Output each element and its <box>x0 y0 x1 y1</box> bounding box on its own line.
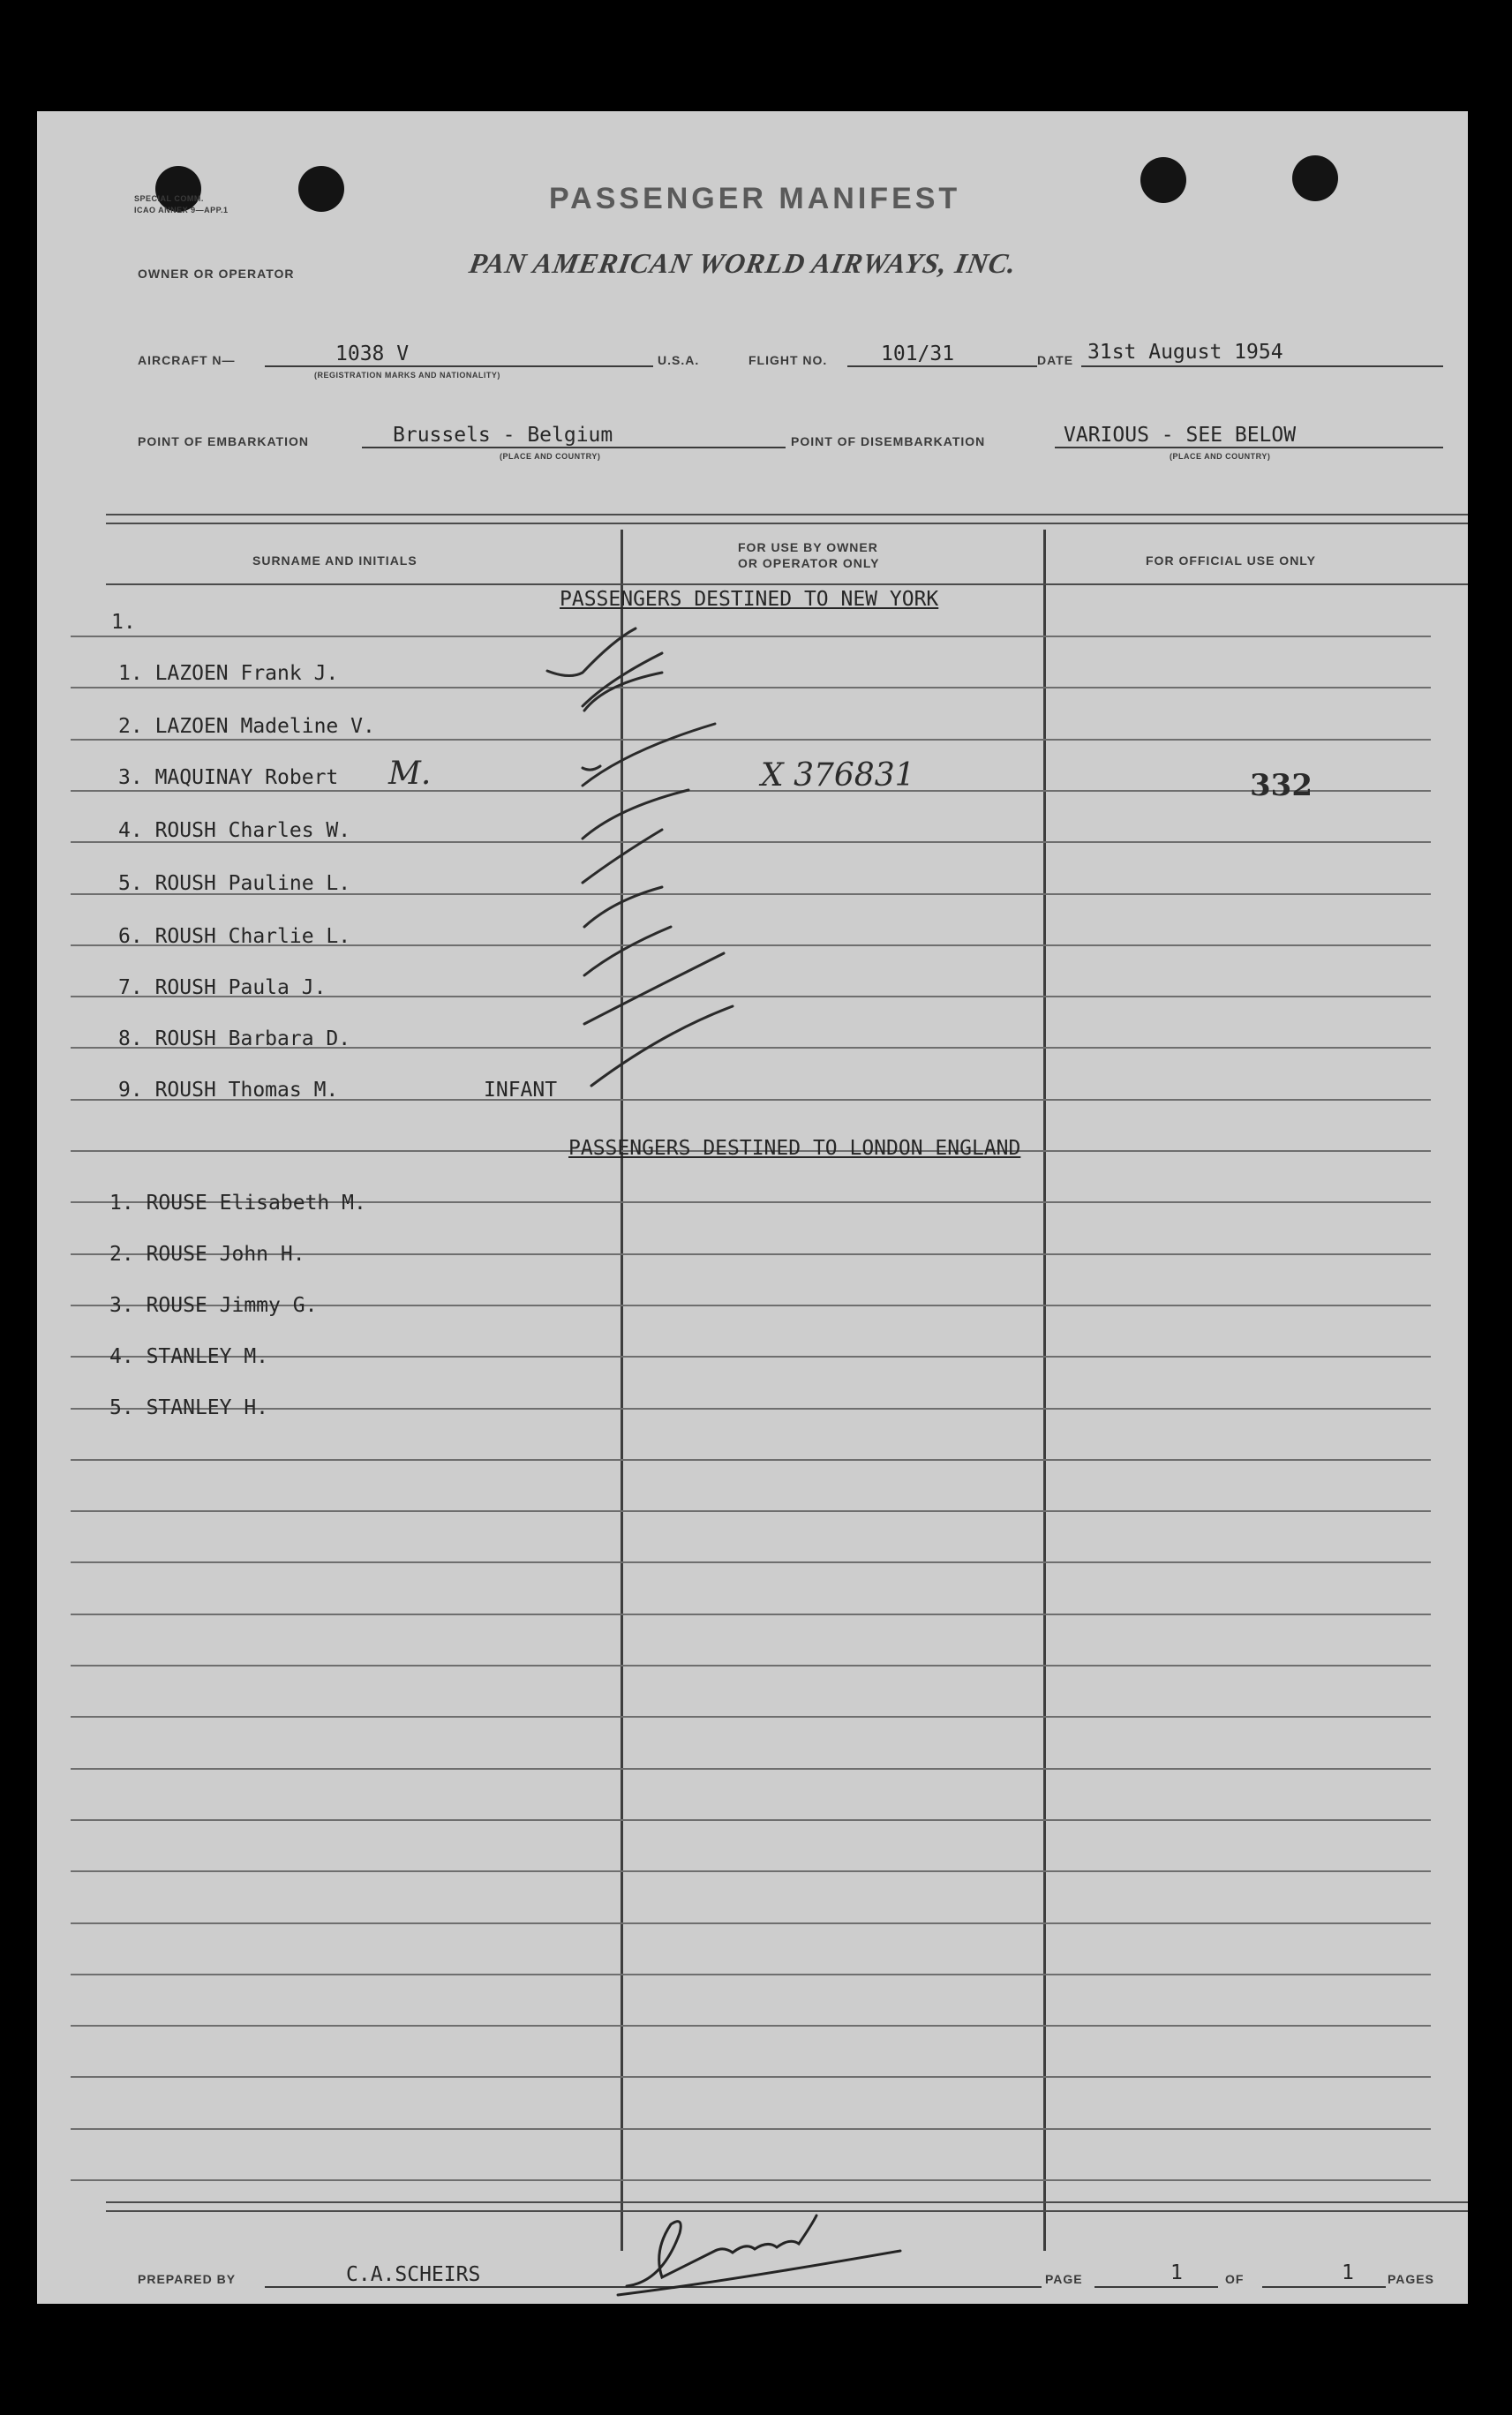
row-number: 6. <box>118 925 143 948</box>
row-number: 7. <box>118 976 143 999</box>
page-label: PAGE <box>1045 2272 1083 2286</box>
ruled-line <box>71 2076 1431 2078</box>
infant-note: INFANT <box>484 1079 558 1102</box>
ruled-line <box>71 1561 1431 1563</box>
ruled-line <box>71 1870 1431 1872</box>
passenger-name: ROUSE Elisabeth M. <box>146 1192 366 1215</box>
passenger-name: ROUSH Paula J. <box>154 976 327 999</box>
passenger-name: ROUSH Pauline L. <box>154 872 351 895</box>
passenger-name: ROUSH Charlie L. <box>154 925 351 948</box>
embarkation-sub: (PLACE AND COUNTRY) <box>500 452 601 461</box>
embarkation-label: POINT OF EMBARKATION <box>138 434 309 448</box>
row-number: 3. <box>109 1294 134 1317</box>
punch-hole-left-2 <box>298 166 344 212</box>
flight-value: 101/31 <box>881 342 955 365</box>
row-number: 4. <box>109 1345 134 1368</box>
pages-label: PAGES <box>1388 2272 1434 2286</box>
punch-hole-right-2 <box>1292 155 1338 201</box>
passenger-row-london-1 <box>106 1192 366 1215</box>
check-mark-9 <box>591 1006 733 1086</box>
ruled-line <box>71 1614 1431 1615</box>
passenger-row-ny-5 <box>106 872 350 895</box>
aircraft-sub: (REGISTRATION MARKS AND NATIONALITY) <box>314 371 500 380</box>
date-value: 31st August 1954 <box>1087 341 1283 364</box>
owner-value: PAN AMERICAN WORLD AIRWAYS, INC. <box>466 247 1019 279</box>
passenger-row-london-3 <box>106 1294 317 1317</box>
signature <box>600 2198 909 2304</box>
ruled-line <box>71 1819 1431 1821</box>
row-number: 1. <box>109 1192 134 1215</box>
page-underline <box>1095 2286 1218 2288</box>
punch-hole-right-1 <box>1140 157 1186 203</box>
column-divider-2 <box>1043 530 1046 2251</box>
disembarkation-value: VARIOUS - SEE BELOW <box>1064 424 1297 447</box>
prepared-by-label: PREPARED BY <box>138 2272 237 2286</box>
passenger-row-london-4 <box>106 1345 268 1368</box>
row-number: 2. <box>109 1243 134 1266</box>
check-mark-5 <box>583 830 662 883</box>
column-header-official: FOR OFFICIAL USE ONLY <box>1146 553 1316 568</box>
column-header-owner-2: OR OPERATOR ONLY <box>738 556 880 570</box>
passenger-name: ROUSE John H. <box>146 1243 305 1266</box>
passenger-name: ROUSE Jimmy G. <box>146 1294 318 1317</box>
ruled-line <box>71 1665 1431 1666</box>
table-top-rule-2 <box>106 523 1468 524</box>
ruled-line <box>71 2025 1431 2027</box>
passenger-row-ny-1 <box>106 662 338 685</box>
passenger-row-ny-8 <box>106 1027 350 1050</box>
ruled-line <box>71 1716 1431 1718</box>
ruled-line <box>71 1459 1431 1461</box>
ruled-line <box>71 1408 1431 1410</box>
ruled-line <box>71 1768 1431 1770</box>
passenger-row-ny-6 <box>106 925 350 948</box>
passenger-name: ROUSH Charles W. <box>154 819 351 842</box>
owner-label: OWNER OR OPERATOR <box>138 267 295 281</box>
handwritten-initial: M. <box>388 756 432 792</box>
embarkation-underline <box>362 447 786 448</box>
flight-label: FLIGHT NO. <box>748 353 828 367</box>
check-mark-3b <box>583 766 600 770</box>
passenger-row-london-2 <box>106 1243 305 1266</box>
official-use-note: 332 <box>1250 768 1313 803</box>
of-label: OF <box>1225 2272 1245 2286</box>
passenger-row-ny-9 <box>106 1079 338 1102</box>
check-mark-8 <box>584 953 724 1024</box>
check-mark-3 <box>583 724 715 786</box>
table-top-rule-1 <box>106 514 1468 515</box>
disembarkation-label: POINT OF DISEMBARKATION <box>791 434 986 448</box>
row-number: 3. <box>118 766 143 789</box>
check-mark-2 <box>584 673 662 711</box>
date-label: DATE <box>1037 353 1074 367</box>
passenger-name: MAQUINAY Robert <box>154 766 339 789</box>
check-mark-6 <box>584 887 662 927</box>
flight-underline <box>847 365 1037 367</box>
aircraft-value: 1038 V <box>335 342 410 365</box>
passenger-row-ny-7 <box>106 976 326 999</box>
check-mark-7 <box>584 927 671 975</box>
ruled-line <box>71 1356 1431 1358</box>
ruled-line <box>71 2179 1431 2181</box>
aircraft-underline <box>265 365 653 367</box>
page-value: 1 <box>1170 2261 1183 2284</box>
prepared-by-value: C.A.SCHEIRS <box>346 2263 481 2286</box>
passenger-row-london-5 <box>106 1396 268 1419</box>
row-number: 4. <box>118 819 143 842</box>
passenger-name: STANLEY M. <box>146 1345 269 1368</box>
check-marks <box>530 618 759 1112</box>
form-stamp-line1: SPECIAL COMM. <box>134 194 204 203</box>
usa-label: U.S.A. <box>658 353 700 367</box>
pages-underline <box>1262 2286 1386 2288</box>
ruled-line <box>71 1510 1431 1512</box>
section-heading-london: PASSENGERS DESTINED TO LONDON ENGLAND <box>568 1137 1021 1160</box>
row-number: 8. <box>118 1027 143 1050</box>
disembarkation-underline <box>1055 447 1443 448</box>
row-number: 5. <box>109 1396 134 1419</box>
passenger-name: ROUSH Barbara D. <box>154 1027 351 1050</box>
disembarkation-sub: (PLACE AND COUNTRY) <box>1170 452 1271 461</box>
row-number: 1. <box>118 662 143 685</box>
header-bottom-rule <box>106 583 1468 585</box>
check-mark-1 <box>547 628 636 676</box>
aircraft-label: AIRCRAFT N— <box>138 353 236 367</box>
ruled-line <box>71 1922 1431 1924</box>
form-stamp-line2: ICAO ANNEX 9—APP.1 <box>134 206 229 214</box>
passenger-name: STANLEY H. <box>146 1396 269 1419</box>
date-underline <box>1081 365 1443 367</box>
row-number: 2. <box>118 715 143 738</box>
ruled-line <box>71 1974 1431 1975</box>
page-title: PASSENGER MANIFEST <box>549 182 961 215</box>
passenger-name: LAZOEN Madeline V. <box>154 715 375 738</box>
passenger-name: LAZOEN Frank J. <box>154 662 339 685</box>
column-header-owner-1: FOR USE BY OWNER <box>738 540 878 554</box>
section-heading-new-york: PASSENGERS DESTINED TO NEW YORK <box>560 588 939 611</box>
passenger-row-ny-2 <box>106 715 375 738</box>
column-header-names: SURNAME AND INITIALS <box>252 553 417 568</box>
handwritten-owner-note: X 376831 <box>761 757 915 794</box>
stray-row-number: 1. <box>111 611 136 634</box>
row-number: 5. <box>118 872 143 895</box>
pages-value: 1 <box>1342 2261 1354 2284</box>
embarkation-value: Brussels - Belgium <box>393 424 613 447</box>
passenger-name: ROUSH Thomas M. <box>154 1079 339 1102</box>
passenger-row-ny-4 <box>106 819 350 842</box>
ruled-line <box>71 2128 1431 2130</box>
passenger-row-ny-3 <box>106 766 338 789</box>
row-number: 9. <box>118 1079 143 1102</box>
check-mark-4 <box>583 790 688 839</box>
